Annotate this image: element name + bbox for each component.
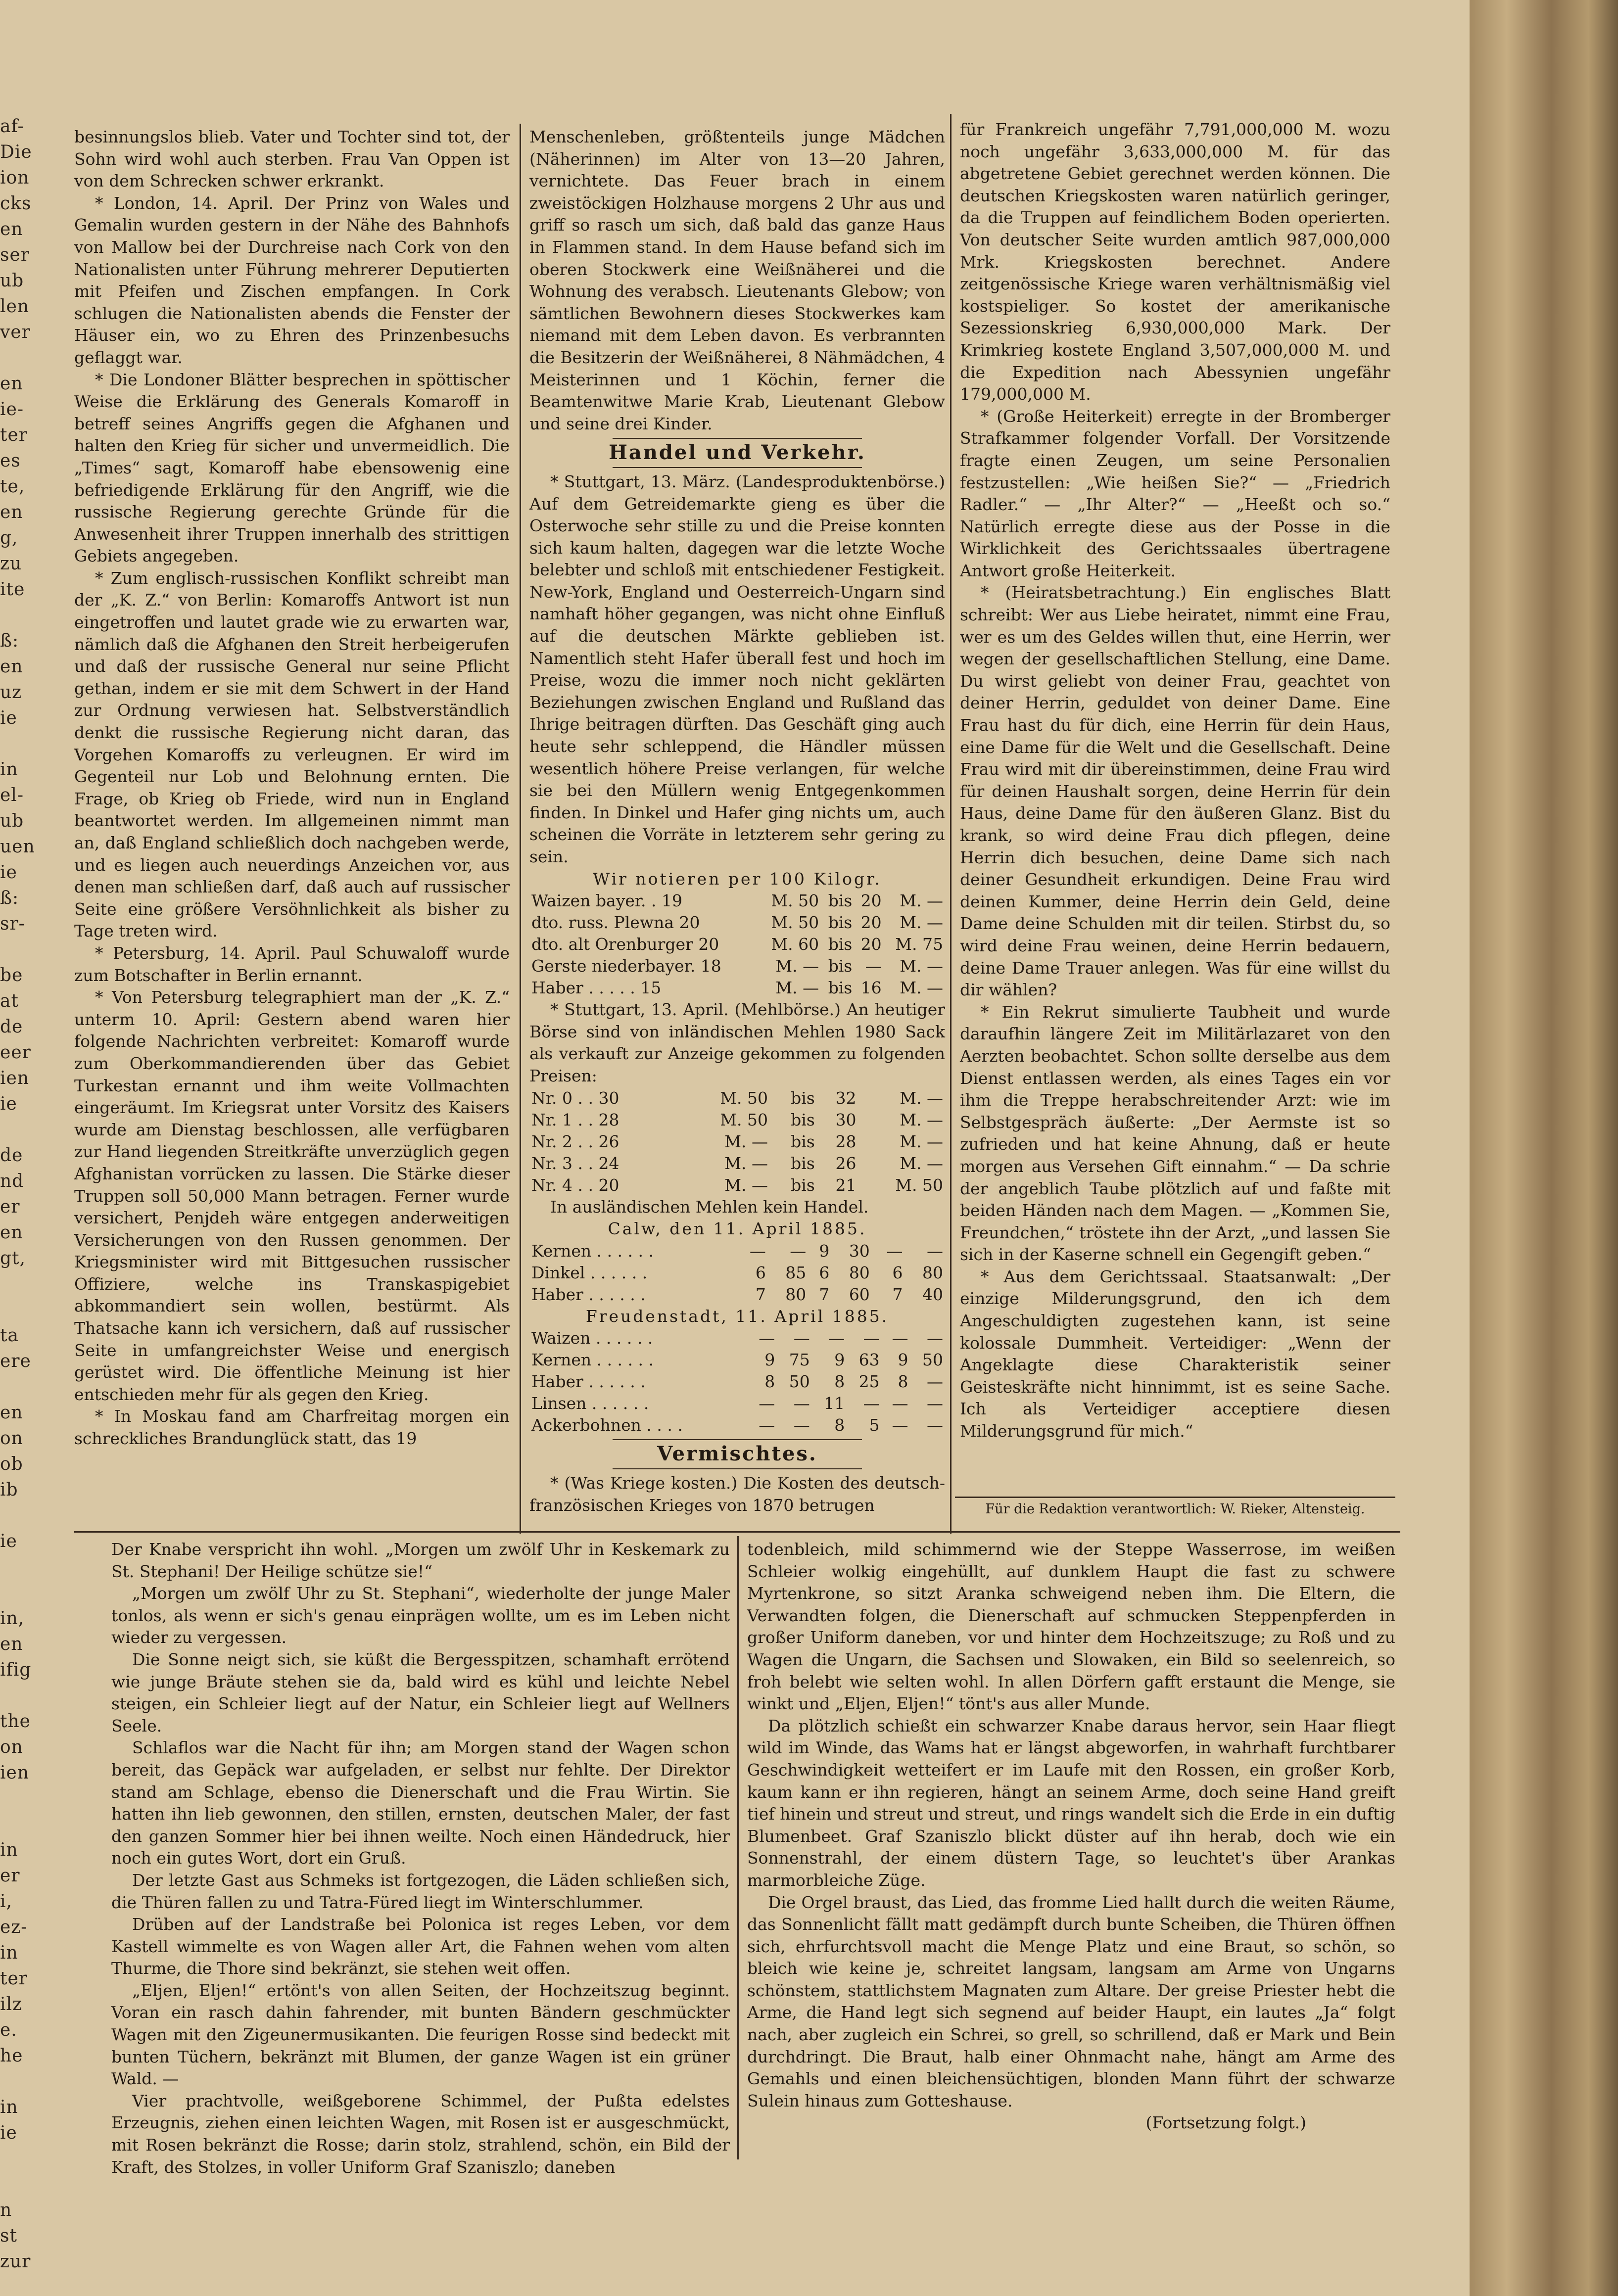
price-cell: bis: [791, 1131, 815, 1151]
price-cell: 9: [834, 1350, 845, 1370]
fragment-line: on: [0, 1428, 23, 1449]
feuilleton-paragraph: Vier prachtvolle, weißgeborene Schimmel, der Pußta edelstes Erzeugnis, ziehen einen leichten Wagen, mit Rosen ist er ausgeschmückt, mit Rosen bekränzt die Rosse; darin stolz, strahlend, schön, ein Bild der Kraft, des Stolzes, in voller Uniform Graf Szaniszlo; daneben: [111, 2091, 730, 2177]
price-cell: 32: [835, 1088, 857, 1108]
fragment-line: len: [0, 296, 30, 317]
price-cell: —: [886, 1241, 903, 1261]
price-cell: 80: [922, 1263, 943, 1282]
price-row: [529, 1327, 945, 1349]
feuilleton-paragraph: Der letzte Gast aus Schmeks ist fortgezogen, die Läden schließen sich, die Thüren fallen zu und Tatra-Füred liegt im Winterschlummer.: [111, 1870, 730, 1912]
price-cell: M. —: [724, 1175, 768, 1195]
price-cell: —: [793, 1328, 810, 1348]
fragment-line: ter: [0, 425, 28, 445]
price-cell: 50: [789, 1372, 810, 1392]
fragment-line: en: [0, 656, 23, 677]
fragment-line: ta: [0, 1325, 19, 1346]
price-cell: M. —: [775, 978, 819, 998]
fragment-line: ie-: [0, 399, 24, 420]
price-cell: bis: [828, 956, 853, 976]
feuilleton-separator: [74, 1531, 1400, 1533]
price-cell: M. —: [900, 891, 943, 911]
section-rule: [613, 1468, 862, 1469]
fragment-line: de: [0, 1145, 23, 1166]
price-cell: bis: [791, 1088, 815, 1108]
fragment-line: in: [0, 2097, 18, 2117]
fragment-line: en: [0, 374, 23, 394]
fragment-line: at: [0, 991, 19, 1011]
fragment-line: zu: [0, 554, 22, 574]
fragment-line: the: [0, 1711, 31, 1732]
price-cell: —: [790, 1241, 807, 1261]
fragment-line: [0, 1117, 30, 1143]
price-cell: —: [793, 1394, 810, 1413]
section-rule: [613, 438, 862, 439]
price-cell: —: [927, 1241, 943, 1261]
fragment-line: en: [0, 502, 23, 522]
price-cell: Dinkel . . . . . .: [531, 1263, 648, 1282]
price-cell: 75: [789, 1350, 810, 1370]
price-cell: —: [828, 1328, 845, 1348]
fragment-line: Die: [0, 142, 32, 162]
fragment-line: ser: [0, 245, 30, 265]
fragment-line: ion: [0, 168, 30, 188]
fragment-line: ie: [0, 708, 17, 728]
price-cell: Nr. 3 . . 24: [531, 1153, 619, 1173]
price-cell: 11: [824, 1394, 845, 1413]
column-3: [960, 119, 1390, 1494]
fragment-line: el-: [0, 785, 24, 805]
price-cell: M. 50: [720, 1110, 768, 1129]
price-cell: dto. alt Orenburger 20: [531, 935, 719, 954]
fragment-line: en: [0, 1634, 23, 1654]
price-cell: Ackerbohnen . . . .: [531, 1415, 683, 1435]
price-cell: 63: [858, 1350, 880, 1370]
fragment-line: ie: [0, 1531, 17, 1551]
fragment-line: [0, 1374, 30, 1400]
fragment-line: en: [0, 1222, 23, 1243]
feuilleton-paragraph: Der Knabe verspricht ihn wohl. „Morgen um zwölf Uhr in Keskemark zu St. Stephani! Der Heilige schütze sie!“: [111, 1540, 730, 1581]
feuilleton-paragraph: „Morgen um zwölf Uhr zu St. Stephani“, wiederholte der junge Maler tonlos, als wenn er sich's genau einprägen wollte, um es im Leben nicht wieder zu vergessen.: [111, 1584, 730, 1647]
price-row: [529, 1262, 945, 1284]
feuilleton-paragraph: Drüben auf der Landstraße bei Polonica ist reges Leben, vor dem Kastell wimmelte es von Wagen aller Art, die Fahnen wehen vom alten Thurme, die Thore sind bekränzt, sie stehen weit offen.: [111, 1915, 730, 1978]
price-cell: 9: [898, 1350, 908, 1370]
fragment-line: he: [0, 2046, 23, 2066]
fragment-line: es: [0, 451, 21, 471]
fragment-line: zur: [0, 2251, 31, 2272]
article-paragraph: * Ein Rekrut simulierte Taubheit und wurde daraufhin längere Zeit im Militärlazaret von den Aerzten beobachtet. Schon sollte derselbe aus dem Dienst entlassen werden, als eines Tages ein vor ihm die Treppe herabschreitender Arzt: wie im Selbstgespräch äußerte: „Der Aermste ist so zufrieden und hat keine Ahnung, daß er heute morgen aus Versehen Gift einnahm.“ — Da schrie der angeblich Taube plötzlich auf und faßte mit beiden Händen nach dem Magen. — „Kommen Sie, Freundchen,“ tröstete ihn der Arzt, „und lassen Sie sich in der Kaserne schnell ein Gegengift geben.“: [960, 1002, 1390, 1265]
price-cell: Gerste niederbayer. 18: [531, 956, 721, 976]
flour-price-table: [529, 1087, 945, 1196]
price-cell: Nr. 2 . . 26: [531, 1131, 619, 1151]
feuilleton-paragraph: Die Orgel braust, das Lied, das fromme Lied hallt durch die weiten Räume, das Sonnenlicht fällt matt gedämpft durch bunte Scheiben, die Thüren öffnen sich, ehrfurchtsvoll macht die Menge Platz und eine Braut, so schön, so bleich wie keine je, schreitet langsam, langsam am Arme von Ungarns schönstem, stattlichstem Magnaten zum Altare. Der greise Priester hebt die Arme, die Hand legt sich segnend auf beider Haupt, ein lautes „Ja“ folgt nach, aber zugleich ein Schrei, so grell, so schrillend, daß er Mark und Bein durchdringt. Die Braut, halb einer Ohnmacht nahe, hängt am Arme des Gemahls und einen bleichensüchtigen, blonden Mann führt der schwarze Sulein hinaus zum Gotteshause.: [747, 1892, 1395, 2110]
price-row: [529, 934, 945, 955]
price-cell: Haber . . . . . 15: [531, 978, 662, 998]
section-heading-handel: Handel und Verkehr.: [609, 441, 866, 465]
price-cell: —: [927, 1394, 943, 1413]
fragment-line: e.: [0, 2020, 17, 2040]
fragment-line: gt,: [0, 1248, 26, 1268]
fragment-line: er: [0, 1197, 20, 1217]
price-cell: M. —: [900, 978, 943, 998]
fragment-line: ien: [0, 1763, 30, 1783]
price-cell: Haber . . . . . .: [531, 1372, 646, 1392]
price-cell: 16: [860, 978, 882, 998]
price-cell: —: [892, 1394, 908, 1413]
foreign-flour-note: In ausländischen Mehlen kein Handel.: [550, 1197, 869, 1217]
fragment-line: g,: [0, 528, 18, 548]
price-cell: 25: [858, 1372, 880, 1392]
fragment-line: ie: [0, 862, 17, 883]
price-cell: 9: [764, 1350, 775, 1370]
price-cell: —: [759, 1328, 775, 1348]
price-row: [529, 1393, 945, 1414]
fragment-line: eer: [0, 1042, 31, 1063]
previous-page-fragment: [0, 114, 35, 2272]
feuilleton-paragraph: Da plötzlich schießt ein schwarzer Knabe daraus hervor, sein Haar fliegt wild im Winde, das Wams hat er längst abgeworfen, in wahrhaft furchtbarer Geschwindigkeit wetteifert er im Laufe mit den Rossen, ein großer Korb, kaum kann er ihn regieren, hängt an seinem Arme, doch seine Hand greift tief hinein und streut und streut, und rings wandelt sich die Erde in ein duftig Blumenbeet. Graf Szaniszlo blickt düster auf ihn herab, doch wie ein Sonnenstrahl, der einem düstern Tage, so leuchtet's über Arankas marmorbleiche Züge.: [747, 1716, 1395, 1890]
fragment-line: sr-: [0, 914, 25, 934]
price-cell: 7: [755, 1284, 766, 1304]
feuilleton-paragraph: „Eljen, Eljen!“ ertönt's von allen Seiten, der Hochzeitszug beginnt. Voran ein rasch dahin fahrender, mit bunten Bändern geschmückter Wagen mit den Zigeunermusikanten. Die feurigen Rosse sind bedeckt mit bunten Tüchern, bekränzt mit Blumen, der ganze Wagen ist ein grüner Wald. —: [111, 1980, 730, 2089]
fragment-line: ien: [0, 1068, 30, 1088]
price-row: [529, 1240, 945, 1262]
price-cell: —: [749, 1241, 766, 1261]
price-cell: M. 50: [771, 913, 819, 933]
fragment-line: ib: [0, 1480, 18, 1500]
fragment-line: af-: [0, 116, 24, 137]
price-cell: —: [759, 1415, 775, 1435]
column-1: [74, 126, 510, 1526]
fragment-line: en: [0, 219, 23, 239]
price-cell: Haber . . . . . .: [531, 1284, 646, 1304]
fragment-line: [0, 1554, 30, 1580]
price-cell: 9: [819, 1241, 830, 1261]
price-cell: 7: [819, 1284, 830, 1304]
flour-report: * Stuttgart, 13. April. (Mehlbörse.) An heutiger Börse sind von inländischen Mehlen 1980 Sack als verkauft zur Anzeige gekommen zu folgenden Preisen:: [529, 1000, 945, 1085]
price-cell: M. —: [724, 1153, 768, 1173]
price-cell: dto. russ. Plewna 20: [531, 913, 700, 933]
price-row: [529, 1349, 945, 1371]
column-divider-1: [520, 124, 521, 1534]
price-cell: 60: [849, 1284, 870, 1304]
fragment-line: [0, 1812, 30, 1837]
price-row: [529, 1131, 945, 1153]
price-cell: M. —: [900, 1131, 943, 1151]
price-cell: bis: [791, 1110, 815, 1129]
fragment-line: [0, 603, 30, 628]
article-paragraph: * In Moskau fand am Charfreitag morgen ein schreckliches Brandunglück statt, das 19: [74, 1406, 510, 1449]
continuation-note: (Fortsetzung folgt.): [1145, 2113, 1306, 2133]
price-cell: Nr. 0 . . 30: [531, 1088, 619, 1108]
feuilleton-left-column: [111, 1539, 730, 2177]
fragment-line: [0, 1786, 30, 1812]
fragment-line: ifig: [0, 1660, 32, 1680]
price-cell: Kernen . . . . . .: [531, 1350, 654, 1370]
price-cell: M. —: [775, 956, 819, 976]
price-cell: bis: [828, 891, 853, 911]
fragment-line: in,: [0, 1608, 25, 1629]
fragment-line: ob: [0, 1454, 23, 1474]
article-paragraph: * London, 14. April. Der Prinz von Wales und Gemalin wurden gestern in der Nähe des Bahnhofs von Mallow bei der Durchreise nach Cork von den Nationalisten unter Führung mehrerer Deputierten mit Pfeifen und Zischen empfangen. In Cork schlugen die Nationalisten abends die Fenster der Häuser ein, wo zu Ehren des Prinzenbesuchs geflaggt war.: [74, 193, 510, 367]
fragment-line: nd: [0, 1171, 24, 1191]
fragment-line: n: [0, 2200, 12, 2220]
price-cell: 6: [892, 1263, 903, 1282]
price-cell: —: [863, 1394, 880, 1413]
fragment-line: ite: [0, 579, 25, 600]
price-cell: Nr. 4 . . 20: [531, 1175, 619, 1195]
fragment-line: ter: [0, 1968, 28, 1989]
fragment-line: in: [0, 1840, 18, 1860]
feuilleton-paragraph: todenbleich, mild schimmernd wie der Steppe Wasserrose, im weißen Schleier wolkig eingehüllt, auf dunklem Haupt die fast zu schwere Myrtenkrone, so sitzt Aranka schweigend neben ihm. Die Eltern, die Verwandten folgen, die Dienerschaft auf schmucken Steppenpferden in großer Uniform daneben, vor und hinter dem Hochzeitszuge; zu Roß und zu Wagen die Ungarn, die Sachsen und Slowaken, ein Bild so seelenreich, so froh belebt wie selten wohl. In allen Dörfern gafft erstaunt die Menge, sie winkt und „Eljen, Eljen!“ tönt's aus aller Munde.: [747, 1540, 1395, 1714]
price-cell: 50: [922, 1350, 943, 1370]
article-paragraph: * Zum englisch-russischen Konflikt schreibt man der „K. Z.“ von Berlin: Komaroffs Antwort ist nun eingetroffen und lautet grade wie zu erwarten war, nämlich daß die Afghanen den Streit herbeigerufen und daß der russische General nur seine Pflicht gethan, indem er sie mit dem Schwert in der Hand zur Ordnung verwiesen hat. Selbstverständlich denkt die russische Regierung nicht daran, das Vorgehen Komaroffs zu verleugnen. Er wird im Gegenteil nur Lob und Belohnung ernten. Die Frage, ob Krieg ob Friede, wird nun in England beantwortet werden. Im allgemeinen nimmt man an, daß England schließlich doch nachgeben werde, und es liegen auch neuerdings Anzeichen vor, aus denen man schließen darf, daß auch auf russischer Seite eine größere Versöhnlichkeit als bisher zu Tage treten wird.: [74, 568, 510, 941]
price-cell: bis: [828, 913, 853, 933]
fragment-line: uen: [0, 837, 35, 857]
price-cell: Linsen . . . . . .: [531, 1394, 649, 1413]
fragment-line: i,: [0, 1891, 12, 1912]
fragment-line: [0, 1683, 30, 1709]
price-cell: Kernen . . . . . .: [531, 1241, 654, 1261]
price-cell: 40: [922, 1284, 943, 1304]
freudenstadt-price-table: [529, 1327, 945, 1436]
fragment-line: ez-: [0, 1917, 28, 1937]
article-paragraph: * Von Petersburg telegraphiert man der „K. Z.“ unterm 10. April: Gestern abend waren hier folgende Nachrichten verbreitet: Komaroff wurde zum Oberkommandierenden über das Gebiet Turkestan ernannt und ihm weite Vollmachten eingeräumt. Im Kriegsrat unter Vorsitz des Kaisers wurde am Dienstag beschlossen, alle verfügbaren zur Hand liegenden Streitkräfte unverzüglich gegen Afghanistan vorrücken zu lassen. Die Stärke dieser Truppen soll 50,000 Mann betragen. Ferner wurde versichert, Penjdeh wäre entgegen anderweitigen Versicherungen von den Russen genommen. Der Kriegsminister wird mit Bittgesuchen russischer Offiziere, welche ins Transkaspigebiet abkommandiert sein wollen, bestürmt. Als Thatsache kann ich versichern, daß auf russischer Seite in umfangreichster Weise und energisch gerüstet wird. Die öffentliche Meinung ist hier entschieden mehr für als gegen den Krieg.: [74, 987, 510, 1404]
fragment-line: [0, 937, 30, 963]
price-cell: 20: [860, 891, 882, 911]
fragment-line: [0, 1271, 30, 1297]
vermischtes-paragraph: * (Was Kriege kosten.) Die Kosten des deutsch-französischen Krieges von 1870 betrugen: [529, 1473, 945, 1515]
grain-price-table: [529, 890, 945, 999]
price-cell: M. 50: [895, 1175, 943, 1195]
price-row: [529, 890, 945, 912]
price-cell: Nr. 1 . . 28: [531, 1110, 619, 1129]
feuilleton-right-column: [747, 1539, 1395, 2162]
fragment-line: be: [0, 965, 23, 985]
market-report: * Stuttgart, 13. März. (Landesproduktenbörse.) Auf dem Getreidemarkte gieng es über die Osterwoche sehr stille zu und die Preise konnten sich kaum halten, dagegen war die letzte Woche belebter und schloß mit entschiedener Festigkeit. New-York, England und Oesterreich-Ungarn sind namhaft höher gegangen, was nicht ohne Einfluß auf die deutschen Märkte geblieben ist. Namentlich steht Hafer überall fest und hoch im Preise, wozu die immer noch nicht geklärten Beziehungen zwischen England und Rußland das Ihrige beitragen dürften. Das Geschäft ging auch heute sehr schleppend, die Händler müssen wesentlich höhere Preise verlangen, für welche sie bei den Müllern wenig Entgegenkommen finden. In Dinkel und Hafer ging nichts um, auch scheinen die Vorräte in letzterem sehr gering zu sein.: [529, 471, 945, 866]
price-cell: —: [865, 956, 882, 976]
feuilleton-paragraph: Schlaflos war die Nacht für ihn; am Morgen stand der Wagen schon bereit, das Gepäck war aufgeladen, er selbst nur fehlte. Der Direktor stand am Schlage, ebenso die Dienerschaft und die Frau Wirtin. Sie hatten ihn lieb gewonnen, den stillen, ernsten, deutschen Maler, der fast den ganzen Sommer hier bei ihnen weilte. Noch einen Händedruck, hier noch ein gutes Wort, dort ein Gruß.: [111, 1738, 730, 1868]
price-cell: 8: [764, 1372, 775, 1392]
fragment-line: [0, 2146, 30, 2172]
freudenstadt-heading: Freudenstadt, 11. April 1885.: [585, 1306, 889, 1326]
price-cell: 21: [835, 1175, 857, 1195]
price-cell: bis: [828, 935, 853, 954]
calw-heading: Calw, den 11. April 1885.: [608, 1219, 867, 1239]
price-cell: bis: [791, 1175, 815, 1195]
fragment-line: cks: [0, 193, 32, 214]
fragment-line: ere: [0, 1351, 31, 1371]
price-cell: M. —: [900, 1153, 943, 1173]
price-cell: 28: [835, 1131, 857, 1151]
section-rule: [613, 467, 862, 468]
price-cell: M. 50: [720, 1088, 768, 1108]
fragment-line: [0, 2172, 30, 2198]
price-cell: —: [927, 1328, 943, 1348]
editor-credit-line: Für die Redaktion verantwortlich: W. Rieker, Altensteig.: [985, 1501, 1365, 1517]
feuilleton-paragraph: Die Sonne neigt sich, sie küßt die Bergesspitzen, schamhaft errötend wie junge Bräute stehen sie da, bald wird es kühl und leichte Nebel steigen, ein Schleier liegt auf der Natur, ein Schleier liegt auf Wellners Seele.: [111, 1649, 730, 1735]
price-cell: 6: [819, 1263, 830, 1282]
price-cell: 30: [849, 1241, 870, 1261]
price-cell: 80: [785, 1284, 807, 1304]
fragment-line: ilz: [0, 1994, 22, 2015]
price-cell: M. —: [724, 1131, 768, 1151]
fragment-line: ß:: [0, 631, 19, 651]
fragment-line: de: [0, 1017, 23, 1037]
article-paragraph: * Aus dem Gerichtssaal. Staatsanwalt: „Der einzige Milderungsgrund, den ich dem Angeschuldigten zugestehen kann, ist seine kolossale Dummheit. Verteidiger: „Wenn der Angeklagte diese Charakteristik seiner Geisteskräfte nicht hinnimmt, ist es seine Sache. Ich als Verteidiger acceptiere diesen Milderungsgrund für mich.“: [960, 1266, 1390, 1441]
price-cell: 8: [834, 1415, 845, 1435]
price-cell: Waizen . . . . . .: [531, 1328, 653, 1348]
price-cell: M. —: [900, 913, 943, 933]
price-row: [529, 1153, 945, 1174]
price-row: [529, 912, 945, 934]
price-table-caption: Wir notieren per 100 Kilogr.: [593, 869, 882, 889]
fragment-line: ub: [0, 271, 24, 291]
section-rule: [613, 1439, 862, 1440]
feuilleton-divider: [737, 1536, 739, 2159]
price-cell: 5: [869, 1415, 880, 1435]
price-cell: 20: [860, 935, 882, 954]
fragment-line: on: [0, 1737, 23, 1757]
fragment-line: [0, 2069, 30, 2095]
fragment-line: [0, 1503, 30, 1529]
section-heading-vermischtes: Vermischtes.: [657, 1442, 817, 1466]
column-divider-2: [950, 114, 952, 1534]
price-row: [529, 1109, 945, 1131]
calw-price-table: [529, 1240, 945, 1306]
fragment-line: en: [0, 1403, 23, 1423]
fragment-line: [0, 1580, 30, 1606]
fragment-line: er: [0, 1866, 20, 1886]
price-cell: 7: [892, 1284, 903, 1304]
fragment-line: [0, 1297, 30, 1323]
price-cell: M. 50: [771, 891, 819, 911]
price-row: [529, 977, 945, 999]
price-cell: M. —: [900, 956, 943, 976]
price-row: [529, 1414, 945, 1436]
price-cell: M. 75: [895, 935, 943, 954]
price-cell: —: [863, 1328, 880, 1348]
fragment-line: te,: [0, 476, 25, 497]
price-cell: —: [927, 1415, 943, 1435]
article-paragraph: für Frankreich ungefähr 7,791,000,000 M. wozu noch ungefähr 3,633,000,000 M. für das abgetretene Gebiet gerechnet werden können. Die deutschen Kriegskosten waren natürlich geringer, da die Truppen auf feindlichem Boden operierten. Von deutscher Seite wurden amtlich 987,000,000 Mrk. Kriegskosten berechnet. Andere zeitgenössische Kriege waren verhältnismäßig viel kostspieliger. So kostet der amerikanische Sezessionskrieg 6,930,000,000 Mark. Der Krimkrieg kostete England 3,507,000,000 M. und die Expedition nach Abessynien ungefähr 179,000,000 M.: [960, 120, 1390, 404]
price-cell: M. —: [900, 1088, 943, 1108]
price-row: [529, 1371, 945, 1393]
fragment-line: [0, 731, 30, 757]
price-cell: M. —: [900, 1110, 943, 1129]
price-cell: —: [892, 1415, 908, 1435]
price-cell: 6: [755, 1263, 766, 1282]
price-cell: 80: [849, 1263, 870, 1282]
fragment-line: ie: [0, 2123, 17, 2143]
article-paragraph: * Die Londoner Blätter besprechen in spöttischer Weise die Erklärung des Generals Komaroff in betreff seines Angriffs gegen die Afghanen und halten den Krieg für sicher und unvermeidlich. Die „Times“ sagt, Komaroff habe ebensowenig eine befriedigende Erklärung für den Angriff, wie die russische Regierung gerechte Gründe für die Anwesenheit ihrer Truppen innerhalb des strittigen Gebiets angegeben.: [74, 370, 510, 566]
price-cell: 30: [835, 1110, 857, 1129]
price-cell: 8: [898, 1372, 908, 1392]
fragment-line: st: [0, 2226, 17, 2246]
fragment-line: in: [0, 759, 18, 780]
price-row: [529, 1284, 945, 1306]
price-row: [529, 955, 945, 977]
price-cell: bis: [791, 1153, 815, 1173]
column-2: [529, 126, 945, 1531]
article-paragraph: besinnungslos blieb. Vater und Tochter sind tot, der Sohn wird wohl auch sterben. Frau Van Oppen ist von dem Schrecken schwer erkrankt.: [74, 127, 510, 191]
article-paragraph: * Petersburg, 14. April. Paul Schuwaloff wurde zum Botschafter in Berlin ernannt.: [74, 943, 510, 985]
article-paragraph: * (Heiratsbetrachtung.) Ein englisches Blatt schreibt: Wer aus Liebe heiratet, nimmt eine Frau, wer es um des Geldes willen thut, eine Herrin, wer wegen der gesellschaftlichen Stellung, eine Dame. Du wirst geliebt von deiner Frau, geachtet von deiner Herrin, geduldet von deiner Dame. Eine Frau hast du für dich, eine Herrin für dein Haus, eine Dame für die Welt und die Gesellschaft. Deine Frau wird mit dir übereinstimmen, deine Frau wird für deinen Haushalt sorgen, deine Herrin für dein Haus, deine Dame für den äußeren Glanz. Bist du krank, so wird deine Frau dich pflegen, deine Herrin dich besuchen, deine Dame sich nach deiner Gesundheit erkundigen. Deine Frau wird deinen Kummer, deine Herrin dein Geld, deine Dame deine Schulden mit dir teilen. Stirbst du, so wird deine Frau weinen, deine Herrin bedauern, deine Dame Trauer anlegen. Was für eine willst du dir wählen?: [960, 583, 1390, 1000]
price-cell: 26: [835, 1153, 857, 1173]
price-cell: 8: [834, 1372, 845, 1392]
price-cell: Waizen bayer. . 19: [531, 891, 683, 911]
article-paragraph: * (Große Heiterkeit) erregte in der Bromberger Strafkammer folgender Vorfall. Der Vorsitzende fragte einen Zeugen, um seine Personalien festzustellen: „Wie heißen Sie?“ — „Friedrich Radler.“ — „Ihr Alter?“ — „Heeßt och so.“ Natürlich erregte diese aus der Posse in die Wirklichkeit des Gerichtssaales übertragene Antwort große Heiterkeit.: [960, 406, 1390, 580]
price-cell: —: [927, 1372, 943, 1392]
fragment-line: uz: [0, 682, 22, 703]
price-cell: 85: [785, 1263, 807, 1282]
price-cell: —: [793, 1415, 810, 1435]
fragment-line: ie: [0, 1094, 17, 1114]
price-cell: M. 60: [771, 935, 819, 954]
fragment-line: ver: [0, 322, 31, 342]
price-cell: —: [892, 1328, 908, 1348]
price-row: [529, 1174, 945, 1196]
fragment-line: in: [0, 1943, 18, 1963]
article-paragraph: Menschenleben, größtenteils junge Mädchen (Näherinnen) im Alter von 13—20 Jahren, vernichtete. Das Feuer brach in einem zweistöckigen Holzhause morgens 2 Uhr aus und griff so rasch um sich, daß bald das ganze Haus in Flammen stand. In dem Hause befand sich im oberen Stockwerk eine Weißnäherei und die Wohnung des verabsch. Lieutenants Glebow; von sämtlichen Bewohnern dieses Stockwerkes kam niemand mit dem Leben davon. Es verbrannten die Besitzerin der Weißnäherei, 8 Nähmädchen, 4 Meisterinnen und 1 Köchin, ferner die Beamtenwitwe Marie Krab, Lieutenant Glebow und seine drei Kinder.: [529, 127, 945, 433]
price-cell: bis: [828, 978, 853, 998]
price-cell: —: [759, 1394, 775, 1413]
credit-rule-top: [955, 1497, 1395, 1498]
fragment-line: [0, 345, 30, 371]
price-row: [529, 1087, 945, 1109]
fragment-line: ß:: [0, 888, 19, 908]
fragment-line: ub: [0, 811, 24, 831]
book-binding-edge: [1470, 0, 1618, 2296]
price-cell: 20: [860, 913, 882, 933]
